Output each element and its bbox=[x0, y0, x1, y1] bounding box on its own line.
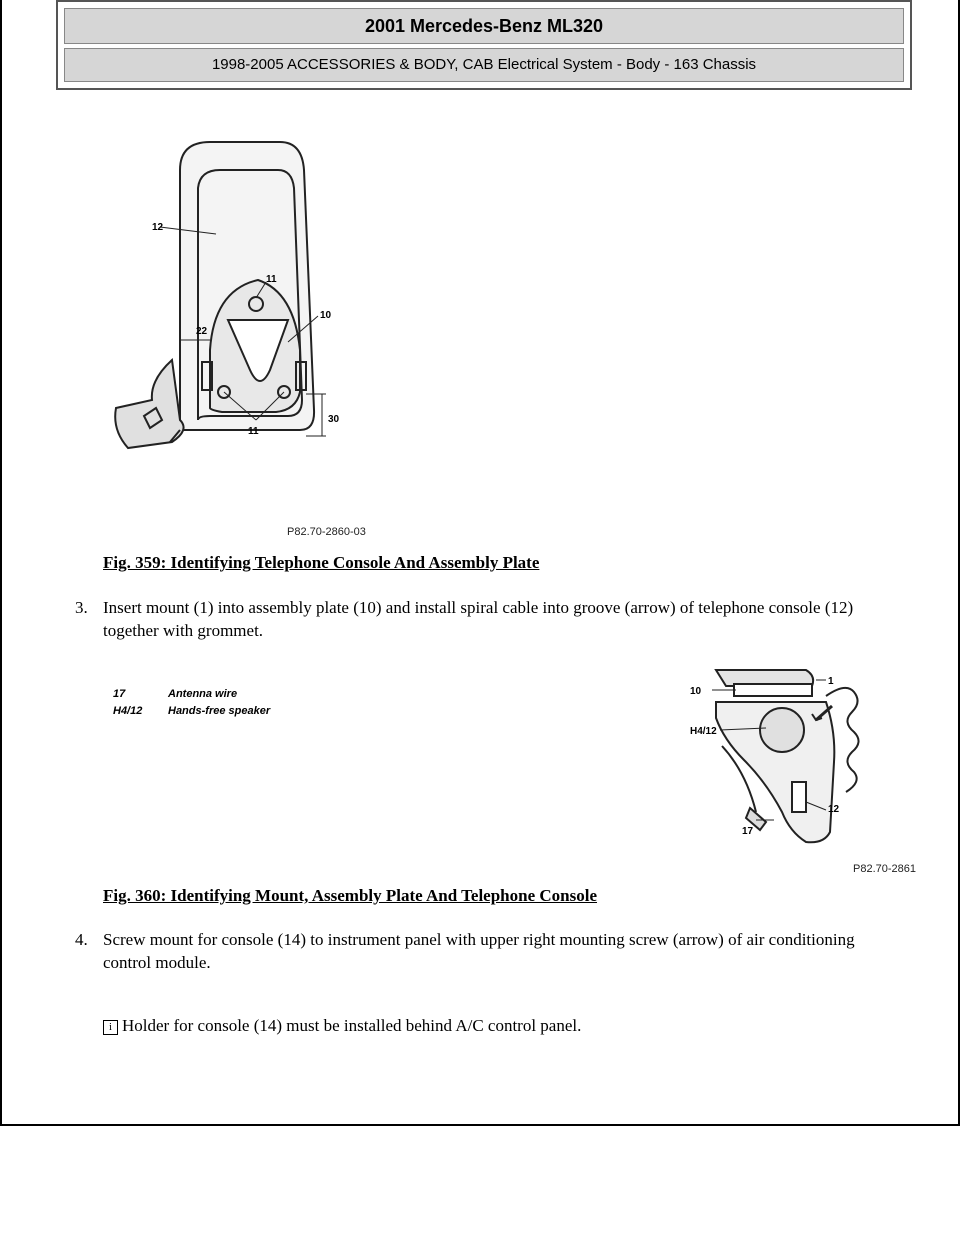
legend-desc: Antenna wire bbox=[168, 688, 238, 700]
fig360-label-h4-12: H4/12 bbox=[690, 726, 717, 737]
figure-359-caption: Fig. 359: Identifying Telephone Console And Assembly Plate bbox=[103, 553, 540, 572]
fig360-label-1: 1 bbox=[828, 676, 834, 687]
header-title: 2001 Mercedes-Benz ML320 bbox=[64, 8, 904, 44]
figure-360-code: P82.70-2861 bbox=[853, 863, 916, 875]
fig359-label-12: 12 bbox=[152, 222, 164, 233]
figure-359-drawing bbox=[110, 130, 350, 470]
header-subtitle: 1998-2005 ACCESSORIES & BODY, CAB Electrical System - Body - 163 Chassis bbox=[64, 48, 904, 82]
note-text: Holder for console (14) must be installed behind A/C control panel. bbox=[122, 1016, 582, 1035]
step-3-text: Insert mount (1) into assembly plate (10) and install spiral cable into groove (arrow) of telephone console (12) together with grommet. bbox=[103, 598, 854, 640]
fig359-label-22: 22 bbox=[196, 326, 208, 337]
fig359-label-11-top: 11 bbox=[266, 274, 277, 285]
note bbox=[103, 1016, 581, 1036]
figure-360-caption: Fig. 360: Identifying Mount, Assembly Plate And Telephone Console bbox=[103, 886, 598, 905]
fig360-label-10: 10 bbox=[690, 686, 702, 697]
fig359-label-30: 30 bbox=[328, 414, 340, 425]
info-icon: i bbox=[103, 1020, 118, 1035]
step-4-text: Screw mount for console (14) to instrument panel with upper right mounting screw (arrow) of air conditioning control module. bbox=[103, 930, 855, 972]
fig360-label-17: 17 bbox=[742, 826, 754, 837]
fig359-label-11-bottom: 11 bbox=[248, 426, 259, 437]
fig360-label-12: 12 bbox=[828, 804, 840, 815]
step-3-number: 3. bbox=[75, 598, 88, 617]
page-header bbox=[56, 0, 912, 90]
step-4-number: 4. bbox=[75, 930, 88, 949]
figure-360-drawing bbox=[686, 662, 886, 857]
figure-359-code: P82.70-2860-03 bbox=[287, 526, 366, 538]
legend-key: H4/12 bbox=[113, 705, 143, 717]
legend-key: 17 bbox=[113, 688, 126, 700]
fig359-label-10: 10 bbox=[320, 310, 332, 321]
legend-desc: Hands-free speaker bbox=[168, 705, 271, 717]
